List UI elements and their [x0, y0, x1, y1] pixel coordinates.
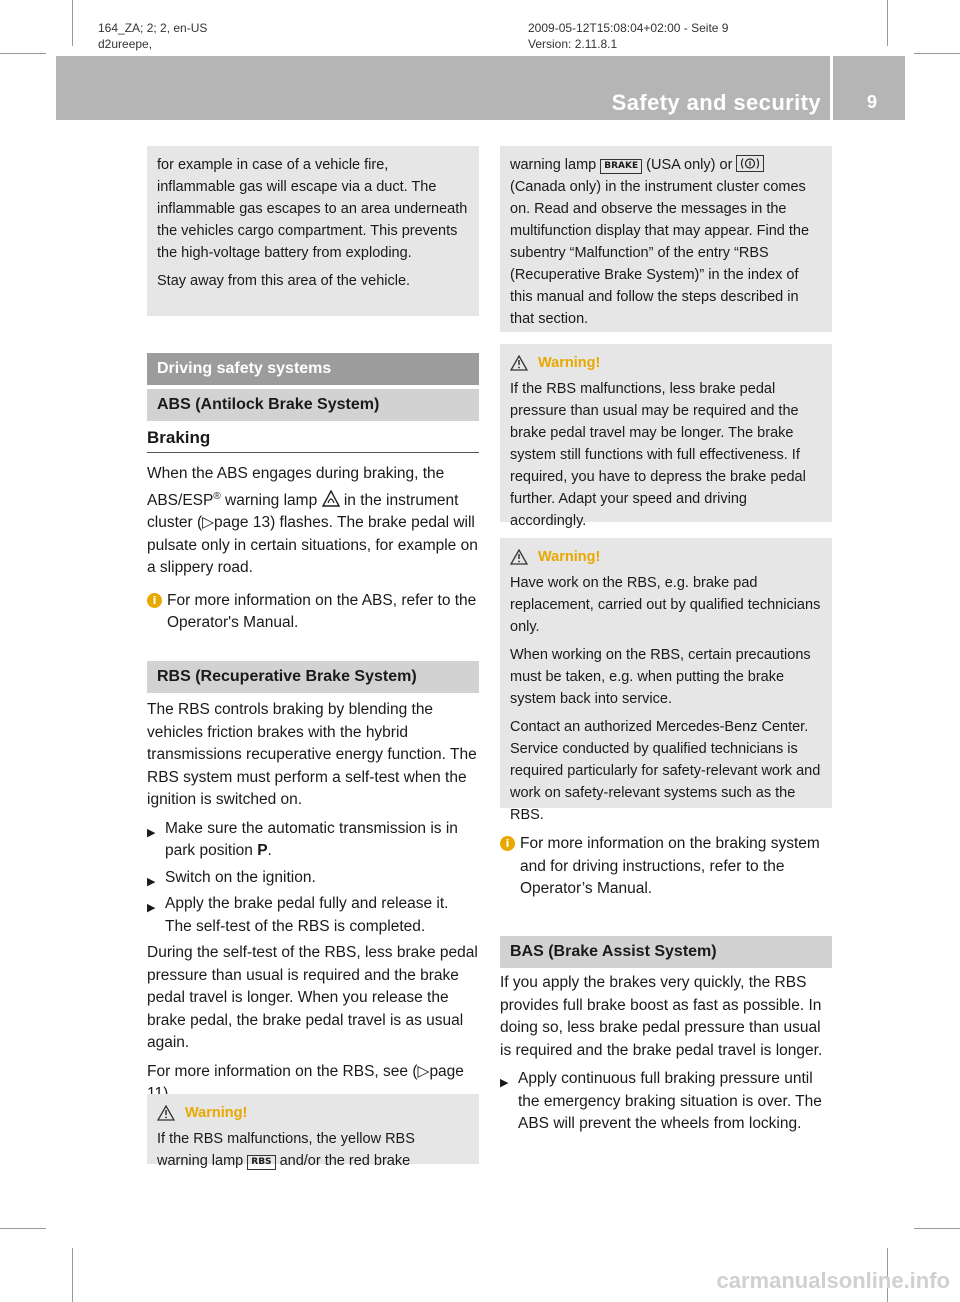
crop-mark — [0, 53, 46, 54]
page-ref-arrow-icon: ▷ — [417, 1062, 430, 1080]
step-text: Apply continuous full braking pressure until the emergency braking situation is over. The ABS will prevent the wheels from locking. — [518, 1070, 822, 1132]
warning-label: Warning! — [538, 549, 601, 565]
crop-mark — [0, 1228, 46, 1229]
text-run: ) flashes. The brake pedal will pulsate only in certain situations, for example on a slippery road. — [147, 514, 478, 577]
rbs-service-warning-box — [500, 538, 832, 823]
fire-note-box — [147, 146, 479, 316]
bas-body — [500, 972, 832, 1140]
warning-text: Have work on the RBS, e.g. brake pad replacement, carried out by qualified technicians only. — [510, 575, 821, 635]
meta-line: 2009-05-12T15:08:04+02:00 - Seite 9 — [528, 21, 729, 35]
warning-text — [157, 1128, 469, 1172]
text-run: warning lamp — [510, 157, 601, 173]
step-text: Apply the brake pedal fully and release it. The self-test of the RBS is completed. — [165, 895, 449, 935]
warning-text: Contact an authorized Mercedes-Benz Center. Service conducted by qualified technicians is required particularly for safety-relevant work and work on safety-relevant systems such as the RBS. — [510, 719, 821, 823]
print-meta-left — [98, 20, 207, 52]
text-run: warning lamp — [220, 491, 322, 509]
rbs-lamp-icon: RBS — [247, 1155, 275, 1170]
rbs-paragraph: During the self-test of the RBS, less brake pedal pressure than usual is required and the brake pedal travel is longer. When you release the brake pedal, the brake pedal travel is as usual again. — [147, 944, 478, 1051]
warning-text: When working on the RBS, certain precautions must be taken, e.g. when putting the brake system back into service. — [510, 647, 811, 707]
rbs-body — [147, 699, 479, 1112]
text-run: (USA only) or — [642, 157, 737, 173]
section-heading: Driving safety systems — [147, 353, 479, 385]
abs-heading: ABS (Antilock Brake System) — [147, 389, 479, 421]
meta-line: 164_ZA; 2; 2, en-US — [98, 21, 208, 35]
rbs-step — [147, 818, 479, 863]
text-run: in the instrument cluster ( — [147, 491, 459, 532]
text-run: For more information on the RBS, see ( — [147, 1062, 418, 1080]
warning-heading — [510, 352, 822, 374]
meta-line: Version: 2.11.8.1 — [528, 37, 618, 51]
page-title: Safety and security — [611, 90, 821, 115]
info-icon: i — [500, 836, 515, 851]
step-text: . — [267, 842, 272, 859]
page-header-bar — [56, 56, 905, 120]
page-number: 9 — [866, 92, 877, 112]
step-arrow-icon: ▶ — [500, 1077, 509, 1089]
warning-heading — [510, 546, 822, 568]
page-ref-arrow-icon: ▷ — [202, 514, 215, 532]
rbs-step — [147, 893, 479, 938]
print-meta-right — [528, 20, 728, 52]
info-note — [500, 833, 832, 901]
rbs-warning-box — [147, 1094, 479, 1169]
page-ref-link[interactable]: page 13 — [214, 514, 271, 532]
warning-text: If the RBS malfunctions, less brake pedal pressure than usual may be required and the brake pedal travel may be longer. The brake system still functions with full effectiveness. If required, you have to depress the brake pedal further. Adapt your speed and driving accordingly. — [510, 381, 806, 529]
step-arrow-icon: ▶ — [147, 826, 156, 839]
text-run: and/or the red brake — [275, 1153, 411, 1169]
header-divider — [830, 56, 833, 120]
text-run: (Canada only) in the instrument cluster comes on. Read and observe the messages in the multifunction display that may appear. Find the subentry “Malfunction” of the entry “RBS (Recuperative Brake System)” in the index of this manual and follow the steps described in that section. — [510, 179, 810, 327]
canada-brake-lamp-icon — [736, 155, 764, 172]
abs-info-note — [147, 590, 479, 635]
bas-heading: BAS (Brake Assist System) — [500, 936, 832, 968]
crop-mark — [914, 53, 960, 54]
brake-lamp-icon: BRAKE — [600, 159, 642, 174]
warning-triangle-icon — [157, 1105, 175, 1121]
warning-heading — [157, 1102, 469, 1124]
note-text: for example in case of a vehicle fire, inflammable gas will escape via a duct. The inflammable gas escapes to an area underneath the vehicles cargo compartment. This prevents the high-voltage battery from exploding. — [157, 157, 468, 261]
abs-esp-warning-icon — [322, 490, 340, 508]
crop-mark — [887, 0, 888, 46]
rbs-malfunction-warning-box — [500, 344, 832, 529]
braking-heading: Braking — [147, 428, 479, 453]
abs-paragraph — [147, 463, 479, 580]
crop-mark — [72, 1248, 73, 1302]
bas-step — [500, 1068, 832, 1136]
step-text: Switch on the ignition. — [165, 868, 316, 886]
text-run: If the RBS malfunctions, the yellow RBS warning lamp — [157, 1131, 415, 1169]
crop-mark — [914, 1228, 960, 1229]
step-arrow-icon: ▶ — [147, 875, 156, 888]
rbs-paragraph: The RBS controls braking by blending the vehicles friction brakes with the hybrid transmissions recuperative energy function. The RBS system must perform a self-test when the ignition is switched on. — [147, 701, 477, 808]
note-text: Stay away from this area of the vehicle. — [157, 273, 411, 289]
warning-triangle-icon — [510, 355, 528, 371]
step-arrow-icon: ▶ — [147, 902, 156, 914]
warning-label: Warning! — [538, 355, 601, 371]
watermark: carmanualsonline.info — [716, 1268, 950, 1293]
braking-info-note — [500, 833, 832, 901]
rbs-warning-continued — [500, 146, 832, 332]
crop-mark — [72, 0, 73, 46]
warning-text — [510, 154, 822, 330]
rbs-step — [147, 867, 479, 890]
step-text: Make sure the automatic transmission is in park position — [165, 819, 458, 859]
warning-label: Warning! — [185, 1105, 248, 1121]
warning-triangle-icon — [510, 549, 528, 565]
bas-paragraph: If you apply the brakes very quickly, the RBS provides full brake boost as fast as possible. In doing so, less brake pedal pressure than usual is required and the brake pedal travel is longer. — [500, 974, 823, 1059]
text-run: When the ABS engages during braking, the ABS/ESP — [147, 465, 445, 509]
registered-mark: ® — [213, 490, 221, 502]
info-text: For more information on the braking system and for driving instructions, refer to the Operator’s Manual. — [520, 835, 820, 897]
meta-line: d2ureepe, — [98, 37, 153, 51]
rbs-heading: RBS (Recuperative Brake System) — [147, 661, 479, 693]
info-icon: i — [147, 593, 162, 608]
info-text: For more information on the ABS, refer to the Operator's Manual. — [167, 591, 477, 632]
abs-body — [147, 463, 479, 635]
gear-position: P — [257, 842, 268, 859]
page-ref-link[interactable]: page — [429, 1062, 464, 1080]
